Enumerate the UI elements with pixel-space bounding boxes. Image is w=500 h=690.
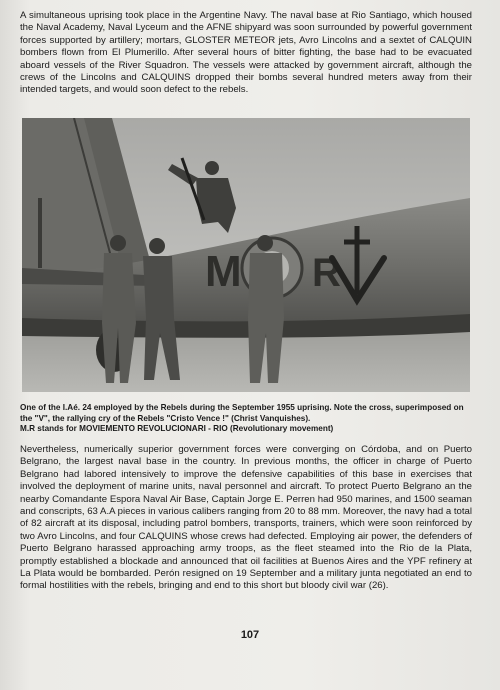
paragraph-bottom <box>20 444 472 593</box>
photo-caption <box>20 403 475 435</box>
caption-line-2: M.R stands for MOVIEMENTO REVOLUCIONARI - RIO (Revolutionary movement) <box>20 424 334 434</box>
marking-r: R <box>312 251 341 295</box>
marking-m: M <box>205 247 242 296</box>
page-number: 107 <box>240 629 260 641</box>
photograph-aircraft <box>22 118 470 392</box>
caption-line-1: One of the I.Aé. 24 employed by the Rebels during the September 1955 uprising. Note the cross, superimposed on the "V", the rallying cry of the Rebels "Cristo Vence !" (Christ Vanquishes). <box>20 403 464 423</box>
paragraph-top <box>20 10 472 97</box>
paragraph-top-text: A simultaneous uprising took place in the Argentine Navy. The naval base at Rio Santiago, which housed the Naval Academy, Naval Lyceum and the AFNE shipyard was soon surrounded by powerful government forces supported by artillery; mortars, GLOSTER METEOR jets, Avro Lincolns and a sextet of CALQUIN bombers flown from El Plumerillo. After several hours of bitter fighting, the base had to be evacuated aboard vessels of the River Squadron. The vessels were attacked by government aircraft, although the crews of the Lincolns and CALQUINS dropped their bombs several hundred meters away from their intended targets, and would soon defect to the rebels. <box>20 10 472 96</box>
photo-illustration <box>22 118 470 392</box>
paragraph-bottom-text: Nevertheless, numerically superior government forces were converging on Córdoba, and on Puerto Belgrano, the largest naval base in the country. In previous months, the officer in charge of Puerto Belgrano had labored intensively to improve the defensive capabilities of this base in exercises that involved the deployment of marine units, naval personnel and aircraft. To protect Puerto Belgrano an the nearby Comandante Espora Naval Air Base, Captain Jorge E. Perren had 950 marines, and 1500 seaman and conscripts, 63 A.A pieces in various calibers ranging from 20 to 88 mm. Moreover, the navy had a total of 82 aircraft at its disposal, including patrol bombers, transports, trainers, which were soon reinforced by two Avro Lincolns, and four CALQUINS whose crews had defected. Employing air power, the defenders of Puerto Belgrano harassed approaching army troops, as the fleet steamed into the Rio de la Plata, promptly established a blockade and announced that oil facilities at Buenos Aires and the YPF refinery at La Plata would be bombarded. Perón resigned on 19 September and a military junta negotiated an end to formal hostilities with the rebels, bringing and end to this short but bloody civil war (26). <box>20 444 472 592</box>
